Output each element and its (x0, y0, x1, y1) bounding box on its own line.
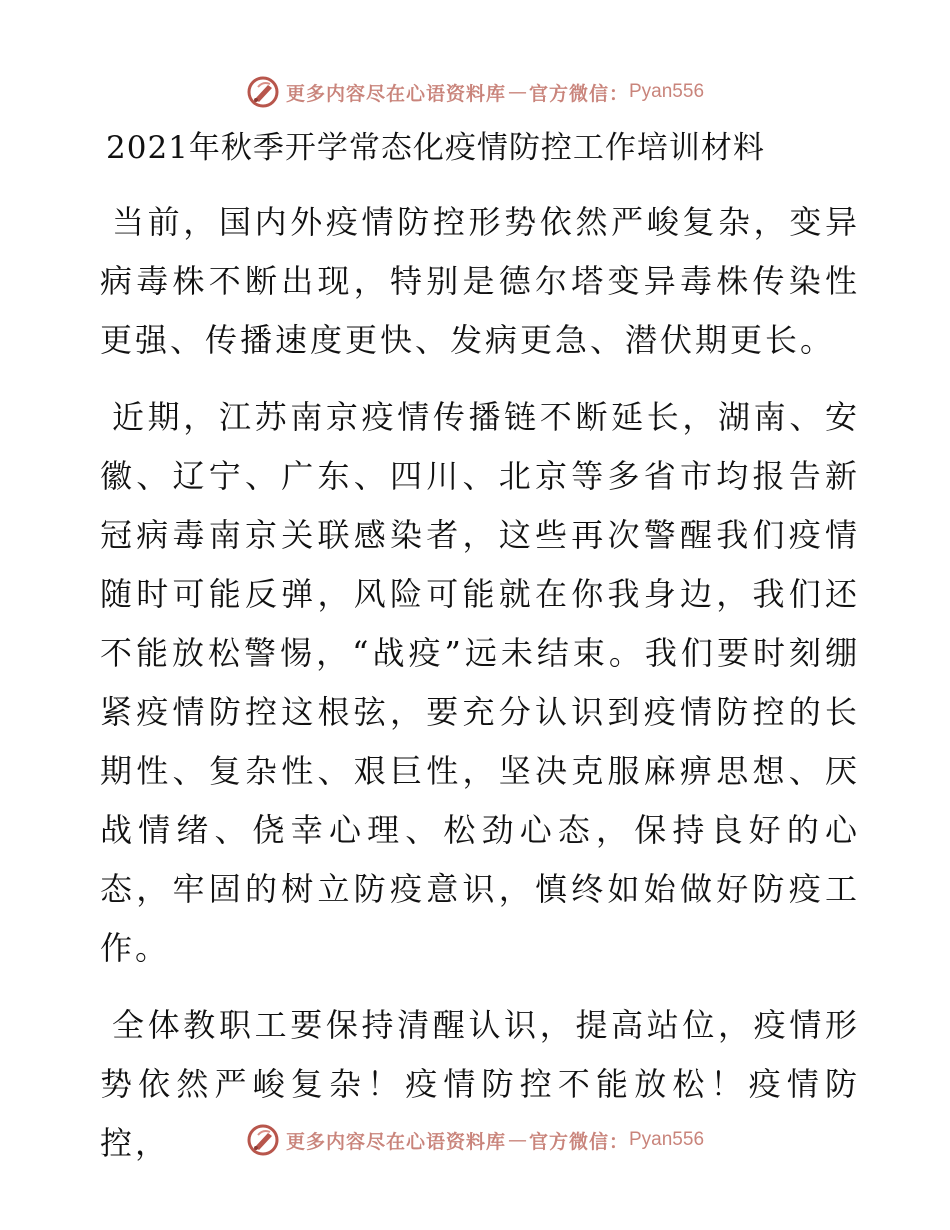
banner-contact-label: 官方微信： (528, 82, 629, 105)
brand-logo-icon (246, 1123, 280, 1157)
footer-banner (0, 1120, 950, 1160)
banner-brand-text: 更多内容尽在心语资料库 (285, 82, 506, 105)
header-banner (0, 72, 950, 112)
document-body (100, 193, 860, 1191)
banner-separator: — (507, 1129, 527, 1151)
paragraph: 近期，江苏南京疫情传播链不断延长，湖南、安徽、辽宁、广东、四川、北京等多省市均报告新冠病毒南京关联感染者，这些再次警醒我们疫情随时可能反弹，风险可能就在你我身边，我们还不能放松警惕，“战疫”远未结束。我们要时刻绷紧疫情防控这根弦，要充分认识到疫情防控的长期性、复杂性、艰巨性，坚决克服麻痹思想、厌战情绪、侥幸心理、松劲心态，保持良好的心态，牢固的树立防疫意识，慎终如始做好防疫工作。 (100, 398, 860, 967)
paragraph: 当前，国内外疫情防控形势依然严峻复杂，变异病毒株不断出现，特别是德尔塔变异毒株传染性更强、传播速度更快、发病更急、潜伏期更长。 (100, 203, 860, 359)
document-title: 2021年秋季开学常态化疫情防控工作培训材料 (106, 130, 765, 166)
paragraph: 全体教职工要保持清醒认识，提高站位，疫情形势依然严峻复杂！疫情防控不能放松！疫情防控， (100, 1006, 860, 1162)
banner-contact-value: Pyan556 (629, 1129, 705, 1150)
banner-contact-label: 官方微信： (528, 1130, 629, 1153)
banner-contact-value: Pyan556 (629, 81, 705, 102)
brand-logo-icon (246, 75, 280, 109)
banner-brand-text: 更多内容尽在心语资料库 (285, 1130, 506, 1153)
banner-separator: — (507, 81, 527, 103)
